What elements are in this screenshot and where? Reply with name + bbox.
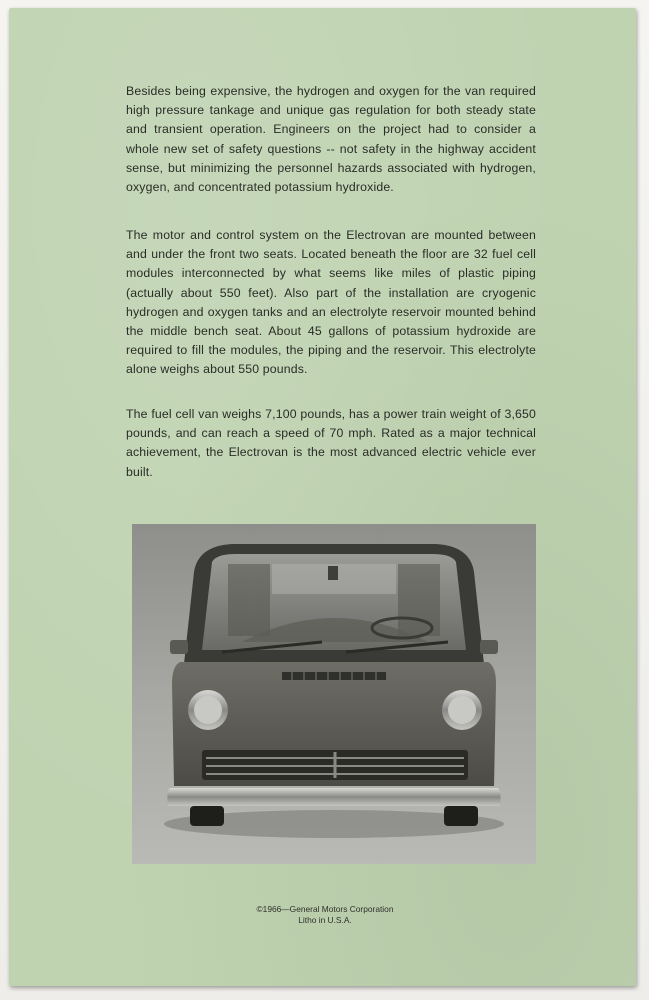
paragraph-motor-system: The motor and control system on the Electrovan are mounted between and under the front two seats. Located beneath the floor are 32 fuel cell modules interconnected by what seems like miles of plastic piping (actually about 550 feet). Also part of the installation are cryogenic hydrogen and oxygen tanks and an electrolyte reservoir mounted behind the middle bench seat. About 45 gallons of potassium hydroxide are required to fill the modules, the piping and the reservoir. This electrolyte alone weighs about 550 pounds. [126,228,536,377]
copyright-line: ©1966—General Motors Corporation [256,904,394,914]
van-photo [132,524,536,864]
van-illustration [132,524,536,864]
paragraph-specs: The fuel cell van weighs 7,100 pounds, has a power train weight of 3,650 pounds, and can reach a speed of 70 mph. Rated as a major technical achievement, the Electrovan is the most advanced electric vehicle ever built. [126,407,536,479]
litho-line: Litho in U.S.A. [298,915,352,925]
paragraph-safety: Besides being expensive, the hydrogen and oxygen for the van required high pressure tankage and unique gas regulation for both steady state and transient operation. Engineers on the project had to consider a whole new set of safety questions -- not safety in the highway accident sense, but minimizing the personnel hazards associated with hydrogen, oxygen, and concentrated potassium hydroxide. [126,84,536,195]
